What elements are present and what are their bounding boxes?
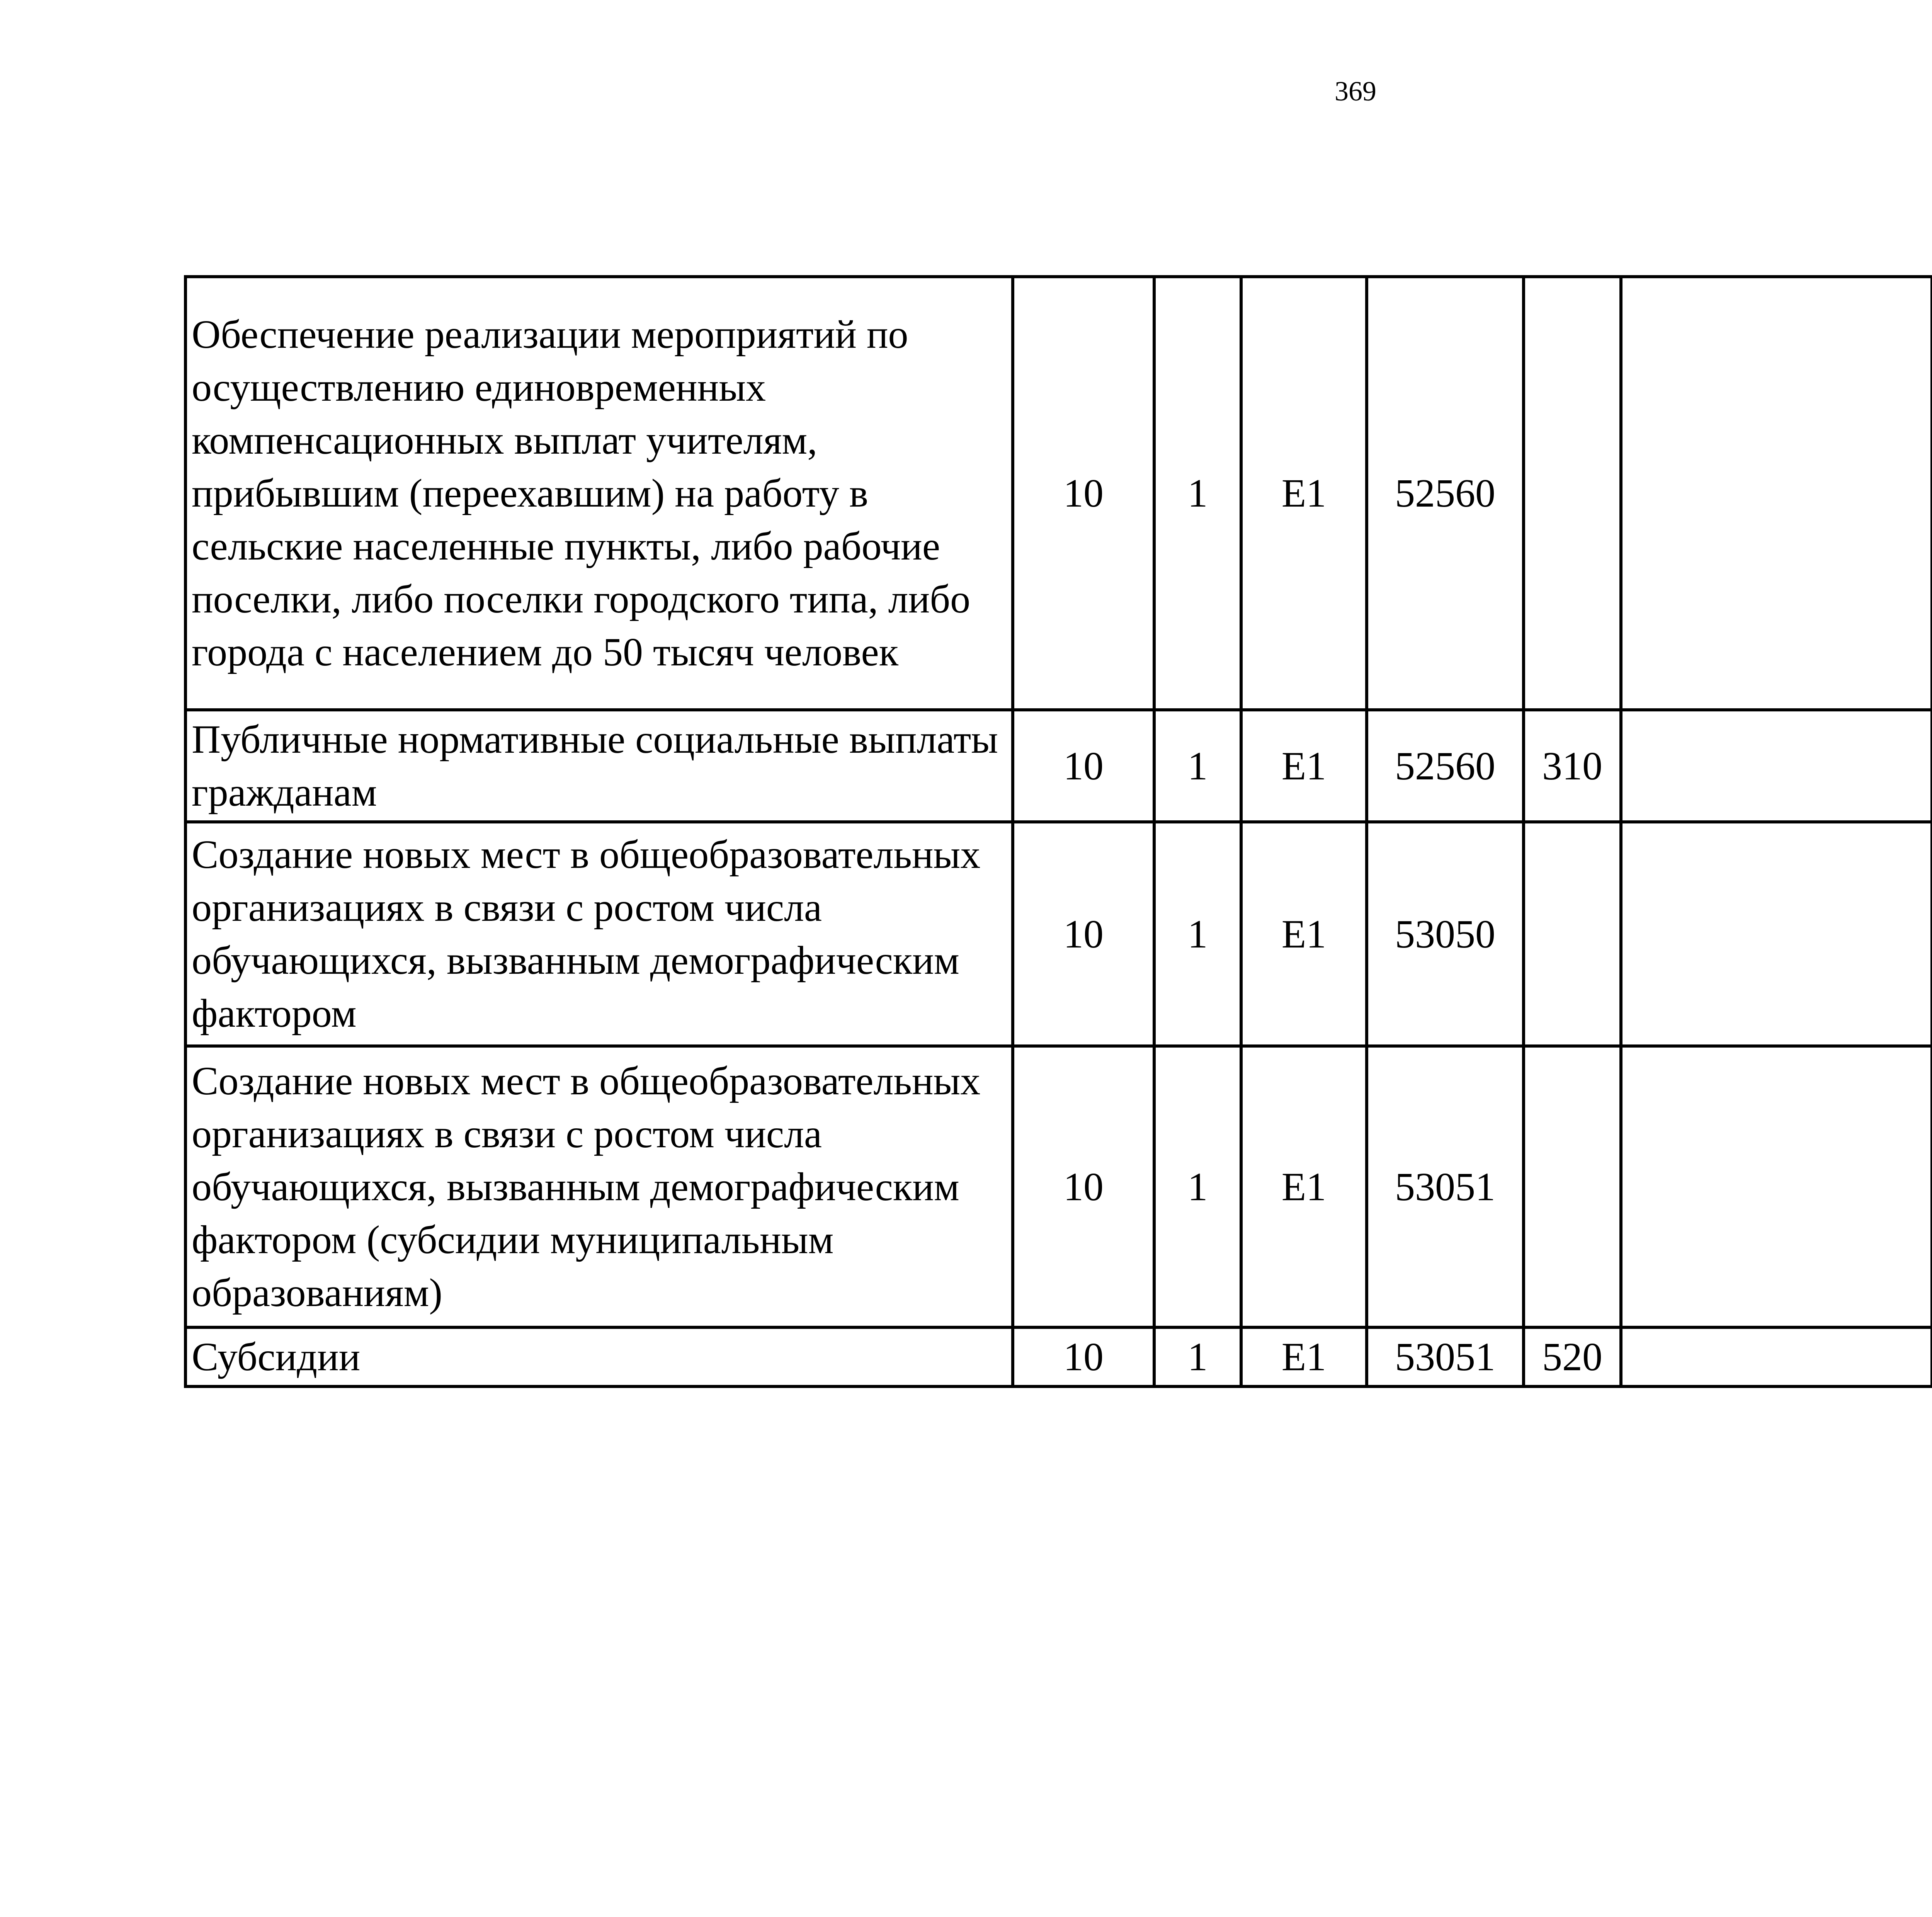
cell-gp: 10 <box>1013 277 1154 710</box>
cell-pp: 1 <box>1154 710 1241 822</box>
cell-project: E1 <box>1241 1046 1367 1327</box>
cell-gp: 10 <box>1013 1327 1154 1386</box>
table-row <box>185 822 1932 1046</box>
cell-pp: 1 <box>1154 822 1241 1046</box>
cell-empty <box>1621 1046 1932 1327</box>
table-row <box>185 710 1932 822</box>
cell-vr <box>1524 822 1621 1046</box>
table-row <box>185 1327 1932 1386</box>
cell-code: 52560 <box>1367 710 1524 822</box>
cell-gp: 10 <box>1013 710 1154 822</box>
cell-gp: 10 <box>1013 822 1154 1046</box>
cell-pp: 1 <box>1154 1046 1241 1327</box>
cell-code: 53051 <box>1367 1046 1524 1327</box>
cell-vr <box>1524 277 1621 710</box>
cell-code: 53050 <box>1367 822 1524 1046</box>
cell-vr: 520 <box>1524 1327 1621 1386</box>
cell-code: 52560 <box>1367 277 1524 710</box>
cell-code: 53051 <box>1367 1327 1524 1386</box>
cell-vr <box>1524 1046 1621 1327</box>
table-row <box>185 1046 1932 1327</box>
cell-project: E1 <box>1241 277 1367 710</box>
cell-empty <box>1621 822 1932 1046</box>
page-number: 369 <box>1335 76 1376 107</box>
cell-pp: 1 <box>1154 277 1241 710</box>
cell-project: E1 <box>1241 710 1367 822</box>
cell-project: E1 <box>1241 1327 1367 1386</box>
cell-vr: 310 <box>1524 710 1621 822</box>
row-name: Обеспечение реализации мероприятий по осуществлению единовременных компенсационных выплат учителям, прибывшим (переехавшим) на работу в сельские населенные пункты, либо рабочие поселки, либо поселки городского типа, либо города с населением до 50 тысяч человек <box>185 277 1013 710</box>
cell-empty <box>1621 1327 1932 1386</box>
cell-gp: 10 <box>1013 1046 1154 1327</box>
cell-empty <box>1621 710 1932 822</box>
row-name: Создание новых мест в общеобразовательных организациях в связи с ростом числа обучающихся, вызванным демографическим фактором <box>185 822 1013 1046</box>
budget-table <box>184 275 1932 1388</box>
row-name: Субсидии <box>185 1327 1013 1386</box>
cell-project: E1 <box>1241 822 1367 1046</box>
row-name: Создание новых мест в общеобразовательных организациях в связи с ростом числа обучающихся, вызванным демографическим фактором (субсидии муниципальным образованиям) <box>185 1046 1013 1327</box>
table-row <box>185 277 1932 710</box>
row-name: Публичные нормативные социальные выплаты гражданам <box>185 710 1013 822</box>
cell-empty <box>1621 277 1932 710</box>
cell-pp: 1 <box>1154 1327 1241 1386</box>
